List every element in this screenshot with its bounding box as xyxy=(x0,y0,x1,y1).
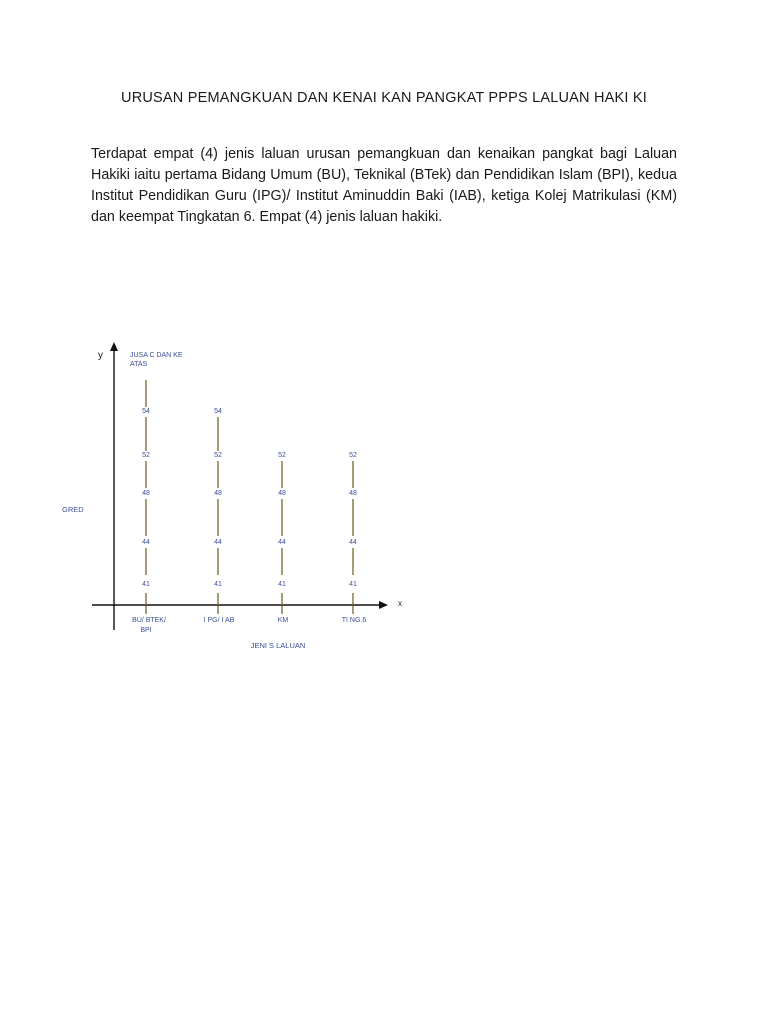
chart-marks xyxy=(146,380,353,614)
grade-label-1-44: 44 xyxy=(142,539,150,546)
grade-label-2-41: 41 xyxy=(214,581,222,588)
y-axis-arrow xyxy=(110,342,118,351)
grade-label-4-52: 52 xyxy=(349,452,357,459)
grade-label-2-44: 44 xyxy=(214,539,222,546)
grade-label-1-41: 41 xyxy=(142,581,150,588)
category-label-4: TI NG.6 xyxy=(341,617,367,624)
grade-label-3-41: 41 xyxy=(278,581,286,588)
grade-label-4-48: 48 xyxy=(349,490,357,497)
grade-label-4-44: 44 xyxy=(349,539,357,546)
y-axis-letter: y xyxy=(98,350,103,361)
grade-label-3-44: 44 xyxy=(278,539,286,546)
y-axis-label: GRED xyxy=(62,505,84,514)
top-label-line-1: JUSA C DAN KE xyxy=(130,352,183,359)
category-label-2: I PG/ I AB xyxy=(203,617,235,624)
document-paragraph: Terdapat empat (4) jenis laluan urusan pemangkuan dan kenaikan pangkat bagi Laluan Hakiki iaitu pertama Bidang Umum (BU), Teknikal (BTek) dan Pendidikan Islam (BPI), kedua Institut Pendidikan Guru (IPG)/ Institut Aminuddin Baki (IAB), ketiga Kolej Matrikulasi (KM) dan keempat Tingkatan 6. Empat (4) jenis laluan hakiki. xyxy=(91,146,677,225)
grade-label-2-48: 48 xyxy=(214,490,222,497)
category-label-1-line-2: BPI xyxy=(140,627,152,634)
x-axis-letter: x xyxy=(398,599,402,608)
grade-label-4-41: 41 xyxy=(349,581,357,588)
grade-label-2-52: 52 xyxy=(214,452,222,459)
top-label-line-2: ATAS xyxy=(130,361,148,368)
category-label-1-line-1: BU/ BTEK/ xyxy=(132,617,166,624)
document-title: URUSAN PEMANGKUAN DAN KENAI KAN PANGKAT PPPS LALUAN HAKI KI xyxy=(121,90,647,106)
x-axis-label: JENI S LALUAN xyxy=(250,641,306,650)
grade-label-3-48: 48 xyxy=(278,490,286,497)
grade-label-3-52: 52 xyxy=(278,452,286,459)
x-axis-arrow xyxy=(379,601,388,609)
grade-label-2-54: 54 xyxy=(214,408,222,415)
grade-label-1-54: 54 xyxy=(142,408,150,415)
grade-label-1-48: 48 xyxy=(142,490,150,497)
category-label-3: KM xyxy=(277,617,289,624)
axes xyxy=(92,342,388,630)
grade-label-1-52: 52 xyxy=(142,452,150,459)
